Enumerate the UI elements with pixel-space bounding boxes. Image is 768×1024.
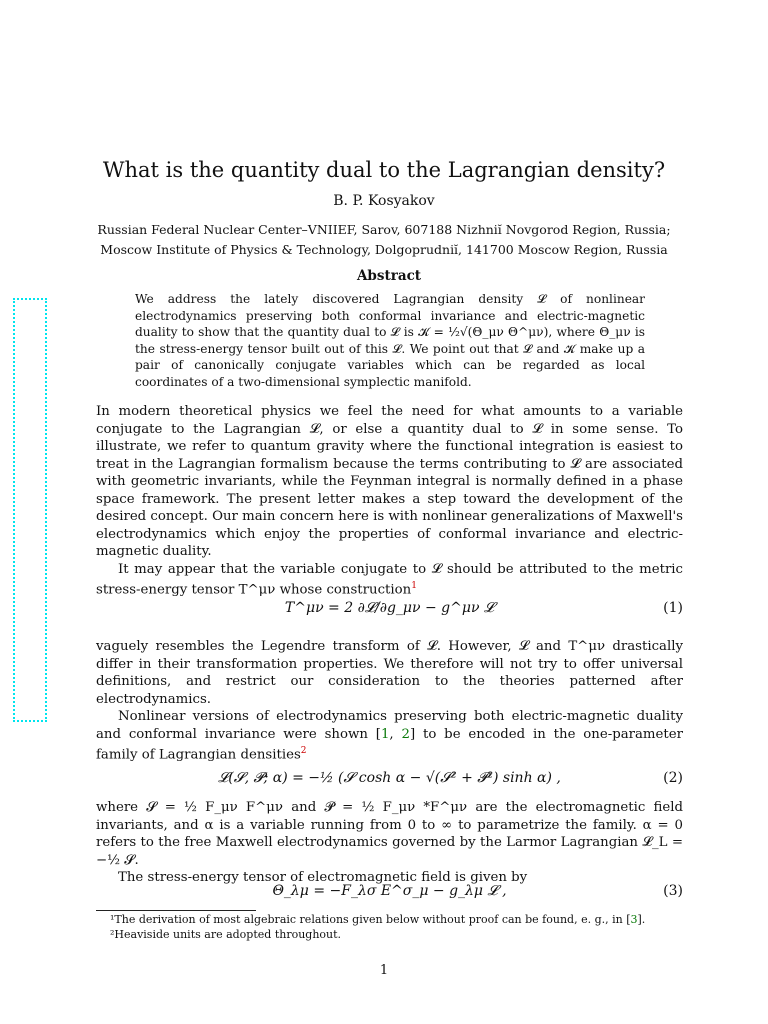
footnote-1-citation[interactable]: 3: [630, 913, 638, 926]
equation-2-expression: 𝓛(𝓢, 𝓟; α) = −½ (𝓢 cosh α − √(𝓢² + 𝓟²) sinh α) ,: [218, 770, 561, 786]
equation-3: [96, 873, 683, 913]
equation-1-number: (1): [663, 600, 683, 616]
paragraph-4-text-a: Nonlinear versions of electrodynamics preserving both electric-magnetic duality and conformal invariance were shown [: [96, 709, 683, 742]
paragraph-5: where 𝓢 = ½ F_μν F^μν and 𝓟 = ½ F_μν *F^μν are the electromagnetic field invariants, and α is a variable running from 0 to ∞ to parametrize the family. α = 0 refers to the free Maxwell electrodynamics governed by the Larmor Lagrangian 𝓛_L = −½ 𝓢.: [96, 800, 683, 868]
footnote-1-text-a: ¹The derivation of most algebraic relations given below without proof can be found, e. g., in [: [110, 913, 631, 926]
affiliation-2: Moscow Institute of Physics & Technology, Dolgoprudniĭ, 141700 Moscow Region, Russia: [100, 242, 668, 257]
citation-1[interactable]: 1: [380, 726, 390, 742]
paragraph-6: The stress-energy tensor of electromagnetic field is given by: [118, 870, 528, 885]
equation-1-expression: T^μν = 2 ∂𝓛/∂g_μν − g^μν 𝓛: [284, 600, 495, 616]
author-name: B. P. Kosyakov: [333, 193, 435, 209]
footnote-2: ²Heaviside units are adopted throughout.: [110, 928, 342, 941]
affiliations: [0, 220, 768, 260]
equation-3-number: (3): [663, 883, 683, 899]
footnote-rule: [96, 910, 256, 911]
citation-2[interactable]: 2: [401, 726, 410, 742]
paper-title: What is the quantity dual to the Lagrangian density?: [102, 158, 666, 182]
equation-1: [96, 590, 683, 630]
paragraph-2-text: It may appear that the variable conjugate to 𝓛 should be attributed to the metric stress-energy tensor T^μν whose construction: [96, 561, 683, 598]
affiliation-1: Russian Federal Nuclear Center–VNIIEF, Sarov, 607188 Nizhniĭ Novgorod Region, Russia;: [97, 222, 671, 237]
footnote-mark-1[interactable]: 1: [411, 581, 417, 591]
paragraph-1: In modern theoretical physics we feel the need for what amounts to a variable conjugate to the Lagrangian 𝓛, or else a quantity dual to 𝓛 in some sense. To illustrate, we refer to quantum gravity where the functional integration is easiest to treat in the Lagrangian formalism because the terms contributing to 𝓛 are associated with geometric invariants, while the Feynman integral is normally defined in a phase space framework. The present letter makes a step toward the development of the desired concept. Our main concern here is with nonlinear generalizations of Maxwell's electrodynamics which enjoy the properties of conformal invariance and electric-magnetic duality.: [96, 404, 683, 559]
equation-2: [96, 760, 683, 800]
footnote-1-text-b: ].: [637, 913, 646, 926]
paragraph-3: vaguely resembles the Legendre transform of 𝓛. However, 𝓛 and T^μν drastically differ in their transformation properties. We therefore will not try to offer universal definitions, and restrict our consideration to the theories patterned after electrodynamics.: [96, 639, 683, 707]
abstract-text: We address the lately discovered Lagrangian density 𝓛 of nonlinear electrodynamics preserving both conformal invariance and electric-magnetic duality to show that the quantity dual to 𝓛 is 𝓚 = ½√(Θ_μν Θ^μν), where Θ_μν is the stress-energy tensor built out of this 𝓛. We point out that 𝓛 and 𝓚 make up a pair of canonically conjugate variables which can be regarded as local coordinates of a two-dimensional symplectic manifold.: [135, 292, 645, 389]
equation-2-number: (2): [663, 770, 683, 786]
body-text-top: [96, 403, 683, 599]
body-text-middle: [96, 638, 683, 764]
paragraph-4: Nonlinear versions of electrodynamics preserving both electric-magnetic duality and conformal invariance were shown [1, 2] to be encoded in the one-parameter family of Lagrangian densities$^2$: [96, 709, 683, 763]
arxiv-sidebar-box: [13, 298, 47, 722]
paragraph-4-text-b: ] to be encoded in the one-parameter family of Lagrangian densities: [96, 726, 683, 763]
footnotes: [110, 912, 645, 942]
page-number: 1: [379, 963, 389, 978]
abstract-heading: Abstract: [356, 268, 422, 284]
footnote-mark-2[interactable]: 2: [300, 746, 307, 756]
equation-3-expression: Θ_λμ = −F_λσ E^σ_μ − g_λμ 𝓛 ,: [272, 883, 507, 899]
footnote-1: [110, 912, 645, 927]
